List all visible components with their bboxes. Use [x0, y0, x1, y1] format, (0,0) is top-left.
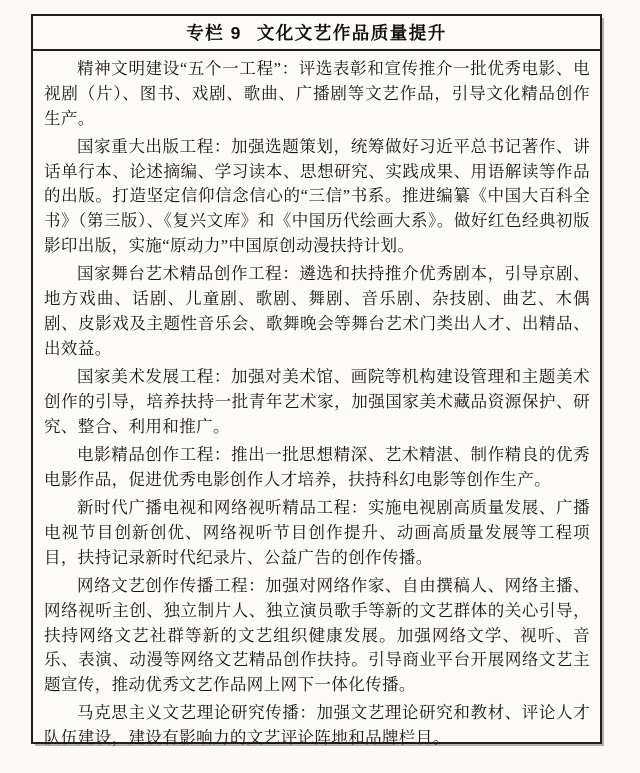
- column-panel: [31, 14, 602, 748]
- paragraph-national-publishing: 国家重大出版工程：加强选题策划，统筹做好习近平总书记著作、讲话单行本、论述摘编、学习读本、思想研究、实践成果、用语解读等作品的出版。打造坚定信仰信念信心的“三信”书系。推进编纂《中国大百科全书》（第三版）、《复兴文库》和《中国历代绘画大系》。做好红色经典初版影印出版，实施“原动力”中国原创动漫扶持计划。: [44, 136, 590, 256]
- panel-title: [33, 16, 600, 51]
- paragraph-fine-arts: 国家美术发展工程：加强对美术馆、画院等机构建设管理和主题美术创作的引导，培养扶持一批青年艺术家，加强国家美术藏品资源保护、研究、整合、利用和推广。: [44, 367, 590, 436]
- panel-title-prefix: 专栏 9: [186, 23, 242, 43]
- panel-body: [33, 51, 600, 751]
- paragraph-five-one-project: 精神文明建设“五个一工程”：评选表彰和宣传推介一批优秀电影、电视剧（片）、图书、戏剧、歌曲、广播剧等文艺作品，引导文化精品创作生产。: [44, 59, 590, 128]
- paragraph-stage-arts: 国家舞台艺术精品创作工程：遴选和扶持推介优秀剧本，引导京剧、地方戏曲、话剧、儿童剧、歌剧、舞剧、音乐剧、杂技剧、曲艺、木偶剧、皮影戏及主题性音乐会、歌舞晚会等舞台艺术门类出人才、出精品、出效益。: [44, 264, 590, 358]
- panel-title-text: 文化文艺作品质量提升: [256, 23, 447, 43]
- paragraph-online-literature-art: 网络文艺创作传播工程：加强对网络作家、自由撰稿人、网络主播、网络视听主创、独立制片人、独立演员歌手等新的文艺群体的关心引导，扶持网络文艺社群等新的文艺组织健康发展。加强网络文学、视听、音乐、表演、动漫等网络文艺精品创作扶持。引导商业平台开展网络文艺主题宣传，推动优秀文艺作品网上网下一体化传播。: [44, 575, 590, 695]
- paragraph-broadcast-network: 新时代广播电视和网络视听精品工程：实施电视剧高质量发展、广播电视节目创新创优、网络视听节目创作提升、动画高质量发展等工程项目，扶持记录新时代纪录片、公益广告的创作传播。: [44, 498, 590, 567]
- paragraph-film-creation: 电影精品创作工程：推出一批思想精深、艺术精湛、制作精良的优秀电影作品，促进优秀电影创作人才培养，扶持科幻电影等创作生产。: [44, 444, 590, 489]
- paragraph-marxist-theory: 马克思主义文艺理论研究传播：加强文艺理论研究和教材、评论人才队伍建设，建设有影响力的文艺评论阵地和品牌栏目。: [44, 703, 590, 748]
